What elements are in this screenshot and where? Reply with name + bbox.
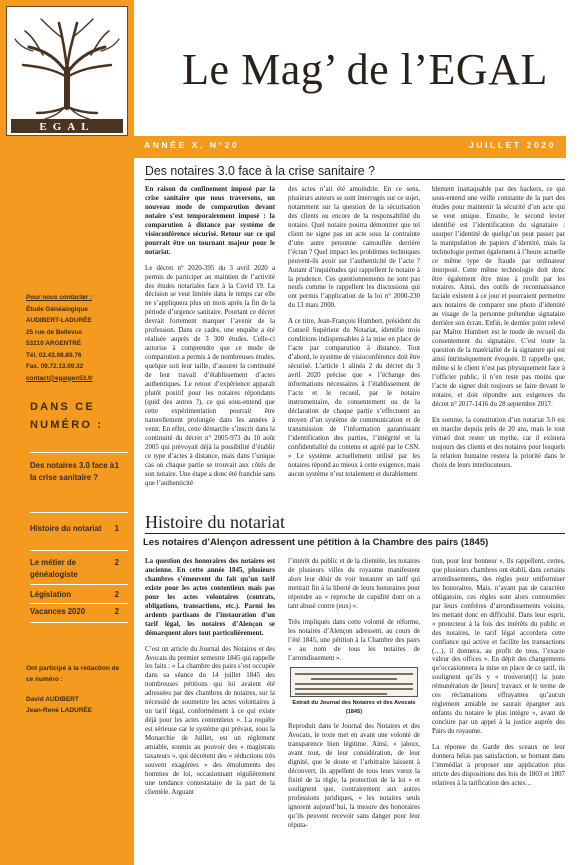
toc-item[interactable]	[30, 557, 119, 581]
toc-divider	[30, 452, 128, 453]
article-paragraph: En somme, la constitution d’un notariat 3.0 est en marche depuis près de 20 ans, mais le tout virtuel doit rester un mythe, car il existera toujours des clients et des notaires pour lesquels la relation humaine restera la priorité dans le choix de leurs interlocuteurs.	[432, 416, 565, 469]
article-column	[432, 558, 565, 865]
title-rule	[145, 179, 565, 180]
toc-item[interactable]	[30, 606, 119, 618]
contact-line: Étude Généalogique	[26, 305, 88, 313]
toc-item-label: Vacances 2020	[30, 607, 86, 616]
contact-email[interactable]: contact@egalgen53.fr	[26, 374, 93, 382]
toc-item[interactable]	[30, 460, 119, 484]
article-column	[288, 186, 420, 508]
article-title: Des notaires 3.0 face à la crise sanitaire ?	[145, 163, 375, 178]
toc-item-page: 2	[114, 590, 119, 599]
toc-item[interactable]	[30, 523, 119, 535]
article-paragraph: Le décret n° 2020-395 du 3 avril 2020 a permis de participer au maintien de l’activité des études notariales face à la Covid 19. La décision se veut limitée dans le temps car elle ne s’appliquera plus un mois après la fin de la période d’urgence sanitaire. Pourtant ce décret devrait fortement marquer l’avenir de la profession. Dans ce cadre, une enquête a été réalisée auprès de 3 300 études. Celle-ci autorise à comprendre que ce mode de comparution a permis à de nombreuses études, quelque soit leur taille, d’assurer la continuité de leur travail d’établissement d’actes authentiques. Le retour d’expérience apparaît plutôt positif pour les notaires répondants (quid des autres ?), ce qui sous-entend que cette expérimentation pourrait être naturellement prolongée dans les années à venir. En effet, cette démarche s’inscrit dans la continuité du décret n° 2005-973 du 10 août 2005 qui prévoyait déjà la possibilité d’établir ce type d’actes à distance, mais dans l’unique cas où chaque partie se trouvait aux côtés de son notaire. Une étape a donc été franchie sans que l’authenticité	[145, 264, 275, 487]
toc-item-page: 1	[114, 524, 119, 533]
toc-item-label: Le métier de généalogiste	[30, 558, 78, 579]
article-paragraph: blement inattaquable par des hackers, ce qui sous-entend une veille constante de la part des études pour maintenir la sécurité d’un acte qui se veut unique. Ensuite, le second levier identifié est l’identification du signataire : usurper l’identité de quelqu’un peut passer par la manipulation de papiers d’identité, mais la technologie permet également à l’heure actuelle ce même type de fraude par ordinateur interposé. Cette même technologie doit donc être également être mise à profit par les notaires. Ainsi, des outils de reconnaissance faciale existent à ce jour et pourraient permettre aux notaires de comparer une photo d’identité au visage de la personne prétendue signataire derrière son écran. Enfin, le dernier point relevé par Maître Humbert est le mode de recueil du consentement du signataire. C’est toute la question de la matérialité de la signature qui est ainsi intrinsèquement évoquée. Il rappelle que, même si le client n’est pas physiquement face à l’officier public, il n’en reste pas moins que l’acte de signer doit toujours se faire devant le notaire, et doit répondre aux exigences du décret n° 2017-1416 du 28 septembre 2017.	[432, 186, 565, 408]
title-rule	[145, 533, 565, 534]
toc-item-label: Histoire du notariat	[30, 524, 102, 533]
egal-logo	[6, 6, 128, 136]
toc-item-label: Législation	[30, 590, 72, 599]
article-title: Histoire du notariat	[145, 512, 285, 532]
contributors-title: Ont participé à la rédaction de ce numéro :	[26, 665, 120, 683]
article-column	[145, 186, 275, 508]
tree-icon	[7, 7, 127, 135]
article-paragraph: tion, pour leur honneur ». Ils rappellent, certes, que plusieurs chambres ont établi, dans certains arrondissements, des règles pour uniformiser les honoraires. Mais, n’ayant pas de caractère obligatoire, ces règles sont alors contournées par leurs confrères d’arrondissements voisins, les mettant donc en difficulté. Dans leur esprit, « protecteur à la fois des intérêts du public et des notaires, le tarif légal accordera cette confiance qui active et facilite les transactions (…), il donnera, au profit de tous, l’exacte valeur des offices ». En dépit des changements qu’occasionnera la mise en place de ce tarif, ils soulignent qu’ils y « trouveron[t] la juste rémunération de [leurs] travaux et le terme de ces réclamations effrayantes qu’aucun règlement amiable ne saurait épargner aux enfants du notaire le plus intègre », avant de conclure par un appel à la justice auprès des Pairs du royaume.	[432, 558, 565, 736]
logo-text: EGAL	[39, 121, 95, 133]
contributor-name: David AUDIBERT	[26, 696, 79, 703]
contact-block	[26, 292, 130, 384]
contact-line: 53210 ARGENTRÉ	[26, 340, 82, 347]
toc-divider	[30, 584, 128, 585]
toc-item-page: 2	[114, 558, 119, 567]
article-column	[145, 558, 275, 865]
article-column	[432, 186, 565, 508]
article-paragraph: Très impliqués dans cette volonté de réforme, les notaires d’Alençon adressent, au cours de l’été 1845, une pétition à la Chambre des pairs « au nom de tous les notaires de l’arrondissement ».	[288, 618, 420, 662]
article-paragraph: des actes n’ait été amoindrie. En ce sens, plusieurs auteurs se sont interrogés sur ce sujet, notamment sur la question de la sécurisation des clients ou encore de la responsabilité du notaire. Quel notaire pourra démontrer que tel client ne signe pas un acte sous la contrainte d’une autre personne camouflée derrière l’écran ? Quel impact les problèmes techniques peuvent-ils avoir sur l’authenticité de l’acte ? Autant d’inquiétudes qui rappellent le notaire à la prudence. Ces questionnements ne sont pas neufs comme le rappellent les discussions qui ont permis l’application de la loi n° 2000-230 du 13 mars 2000.	[288, 186, 420, 310]
masthead-title: Le Mag’ de l’EGAL	[182, 45, 548, 94]
toc-divider	[30, 550, 128, 551]
contributors-block	[26, 664, 126, 716]
issue-date: JUILLET 2020	[469, 140, 556, 150]
toc-divider	[30, 603, 128, 604]
sidebar	[0, 0, 134, 865]
contact-line: Fax. 09.72.13.09.32	[26, 363, 84, 370]
issue-banner	[134, 136, 566, 158]
toc-item[interactable]	[30, 589, 119, 601]
contact-title: Pour nous contacter :	[26, 294, 93, 301]
toc-item-page: 2	[114, 607, 119, 616]
article-paragraph: Reproduit dans le Journal des Notaires et des Avocats, le texte met en avant une volonté de transparence bien légitime. Ainsi, « jaloux, avant tout, de leur considération, de leur dignité, que le doute et l’arbitraire laissent à découvert, ils appellent de tous leurs vœux la fixité de la règle, la protection de la loi » et soulignent que, contrairement aux autres professions juridiques, « les notaires seuls ignorent aujourd’hui, la mesure des honoraires qu’ils peuvent recevoir sans danger pour leur réputa-	[288, 723, 420, 829]
contact-line: AUDIBERT-LADURÉE	[26, 317, 92, 324]
article-subtitle: Les notaires d’Alençon adressent une pétition à la Chambre des pairs (1845)	[143, 537, 489, 548]
toc-divider	[30, 512, 128, 513]
toc-title: DANS CE NUMÉRO :	[30, 401, 104, 431]
issue-number: ANNÉE X, N°20	[144, 140, 240, 150]
journal-extract-image	[290, 667, 418, 697]
article-paragraph: C’est un article du Journal des Notaires et des Avocats du premier semestre 1845 qui rappelle les faits : « La chambre des pairs s’est occupée dans sa séance du 14 juillet 1845 des nombreuses pétitions qui lui avaient été adressées par des chambres de notaires, sur la nécessité de soumettre les actes volontaires à un tarif légal, conformément à ce qui existe déjà pour les actes contentieux ». La requête est sérieuse car le système qui prévaut, sous la Monarchie de Juillet, est un règlement amiable, soumis au pouvoir des « magistrats taxateurs », qui décrètent des « réductions très souvent exagérées » des émoluments des hommes de loi, occasionnant régulièrement une tendance contestataire de la part de la clientèle. Arguant	[145, 645, 275, 796]
article-lead: En raison du confinement imposé par la crise sanitaire que nous traversons, un nouveau mode de comparution devant notaire s’est temporairement imposé : la comparution à distance par système de visioconférence sécurisé. Retour sur ce qui pourrait être un tournant majeur pour le notariat.	[145, 186, 275, 256]
article-paragraph: l’intérêt du public et de la clientèle, les notaires de plusieurs villes du royaume manifestent alors leur désir de voir instaurer un tarif qui mettrait fin à la liberté de leurs honoraires pour répondre au « reproche de cupidité dont on a tant abusé contre (eux) ».	[288, 558, 420, 610]
toc-item-page: 1	[114, 461, 119, 470]
contact-line: Tél. 02.43.98.89.76	[26, 351, 82, 359]
article-paragraph: A ce titre, Jean-François Humbert, président du Conseil Supérieur du Notariat, identifie trois conditions indispensables à la mise en place de l’acte par comparution à distance. Tout d’abord, le système de visioconférence doit être sécurisé. L’article 1 alinéa 2 du décret du 3 avril 2020 précise que « l’échange des informations nécessaires à l’établissement de l’acte et le recueil, par le notaire instrumentaire, du consentement ou de la déclaration de chaque partie s’effectuent au moyen d’un système de communication et de transmission de l’information garantissant l’identification des parties, l’intégrité et la confidentialité du contenu et agréé par le CSN. » Le système actuellement utilisé par les notaires répond au mieux à cette exigence, mais aucun système n’est totalement et durablement	[288, 318, 420, 478]
contact-line: 25 rue de Bellevue	[26, 328, 83, 336]
contributor-name: Jean-René LADURÉE	[26, 706, 93, 714]
toc-divider	[30, 622, 128, 623]
extract-caption: Extrait du Journal des Notaires et des Avocats (1845)	[292, 700, 416, 716]
article-column	[288, 558, 420, 865]
toc-item-label: Des notaires 3.0 face à la crise sanitaire ?	[30, 461, 115, 482]
article-lead: La question des honoraires des notaires est ancienne. En cette année 1845, plusieurs chambres s’émeuvent du fait qu’un tarif existe pour les actes contentieux mais pas pour les actes volontaires (contrats, obligations, transactions, etc.). Parmi les ardents partisans de l’instauration d’un tarif légal, les notaires d’Alençon se démarquent alors tout particulièrement.	[145, 558, 275, 637]
article-paragraph: La réponse du Garde des sceaux ne leur donnera hélas pas satisfaction, se bornant dans l’immédiat à proposer une application plus stricte des dispositions des lois de 1803 et 1807 relatives à la tarification des actes…	[432, 744, 565, 787]
